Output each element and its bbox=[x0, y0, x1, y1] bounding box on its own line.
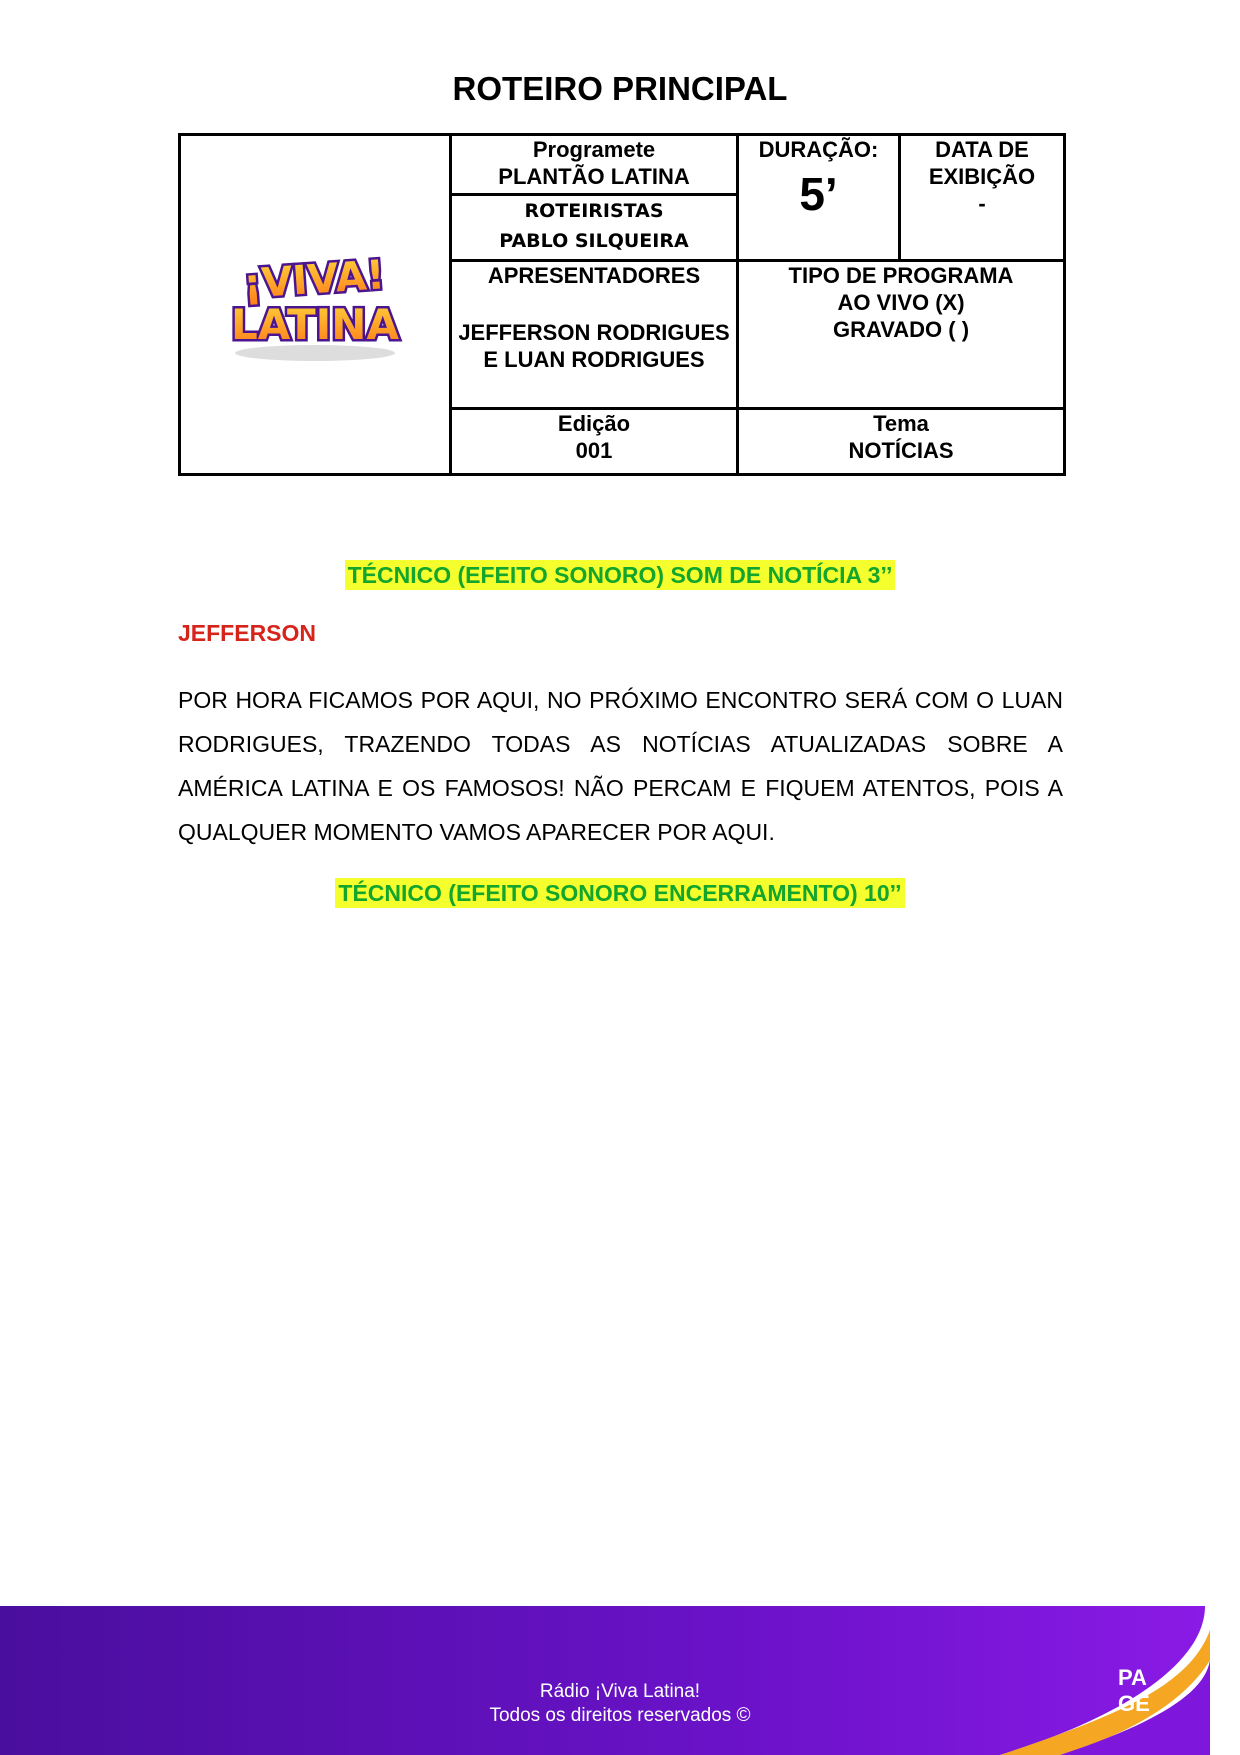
data-label-line1: DATA DE bbox=[935, 137, 1029, 162]
page-label-1: PA bbox=[1118, 1665, 1147, 1690]
sound-cue-1-text: TÉCNICO (EFEITO SONORO) SOM DE NOTÍCIA 3’’ bbox=[345, 560, 896, 590]
speaker-name: JEFFERSON bbox=[178, 620, 317, 646]
programete-cell bbox=[451, 135, 738, 195]
tipo-ao-vivo: AO VIVO (X) bbox=[837, 290, 965, 315]
footer-wave-graphic bbox=[0, 1600, 1240, 1755]
svg-text:LATINA: LATINA bbox=[231, 299, 399, 349]
sound-cue-1 bbox=[0, 562, 1240, 589]
program-header-table bbox=[178, 133, 1066, 476]
footer-copyright: Todos os direitos reservados © bbox=[489, 1705, 751, 1726]
tipo-gravado: GRAVADO ( ) bbox=[832, 317, 970, 342]
tipo-programa-cell bbox=[738, 261, 1065, 409]
sound-cue-2 bbox=[0, 880, 1240, 907]
programete-value: PLANTÃO LATINA bbox=[498, 164, 690, 189]
tipo-label: TIPO DE PROGRAMA bbox=[788, 263, 1014, 288]
apresentadores-cell bbox=[451, 261, 738, 409]
tema-label: Tema bbox=[873, 411, 929, 436]
duracao-value: 5’ bbox=[799, 168, 838, 220]
page-marker bbox=[1118, 1665, 1150, 1717]
roteiristas-label: ROTEIRISTAS bbox=[524, 200, 664, 222]
tema-value: NOTÍCIAS bbox=[848, 438, 954, 463]
data-label-line2: EXIBIÇÃO bbox=[928, 164, 1036, 189]
viva-latina-logo bbox=[220, 245, 410, 365]
footer-banner bbox=[0, 1600, 1240, 1755]
data-value: - bbox=[978, 191, 986, 216]
logo-cell bbox=[180, 135, 451, 475]
apresentadores-value: JEFFERSON RODRIGUES E LUAN RODRIGUES bbox=[458, 320, 730, 372]
script-body: POR HORA FICAMOS POR AQUI, NO PRÓXIMO ENCONTRO SERÁ COM O LUAN RODRIGUES, TRAZENDO TODAS AS NOTÍCIAS ATUALIZADAS SOBRE A AMÉRICA LATINA E OS FAMOSOS! NÃO PERCAM E FIQUEM ATENTOS, POIS A QUALQUER MOMENTO VAMOS APARECER POR AQUI. bbox=[178, 687, 1063, 845]
duracao-label: DURAÇÃO: bbox=[758, 137, 879, 162]
duracao-cell bbox=[738, 135, 900, 261]
page-title: ROTEIRO PRINCIPAL bbox=[452, 70, 788, 107]
programete-label: Programete bbox=[532, 137, 656, 162]
edicao-cell bbox=[451, 409, 738, 475]
edicao-label: Edição bbox=[557, 411, 631, 436]
roteiristas-cell bbox=[451, 195, 738, 261]
edicao-value: 001 bbox=[575, 438, 613, 463]
page-label-2: GE bbox=[1118, 1691, 1150, 1716]
tema-cell bbox=[738, 409, 1065, 475]
footer-radio-name: Rádio ¡Viva Latina! bbox=[539, 1681, 701, 1702]
sound-cue-2-text: TÉCNICO (EFEITO SONORO ENCERRAMENTO) 10’’ bbox=[335, 878, 904, 908]
svg-text:¡VIVA!: ¡VIVA! bbox=[241, 251, 387, 308]
apresentadores-label: APRESENTADORES bbox=[487, 263, 701, 288]
roteiristas-value: PABLO SILQUEIRA bbox=[499, 230, 689, 252]
data-exibicao-cell bbox=[900, 135, 1065, 261]
